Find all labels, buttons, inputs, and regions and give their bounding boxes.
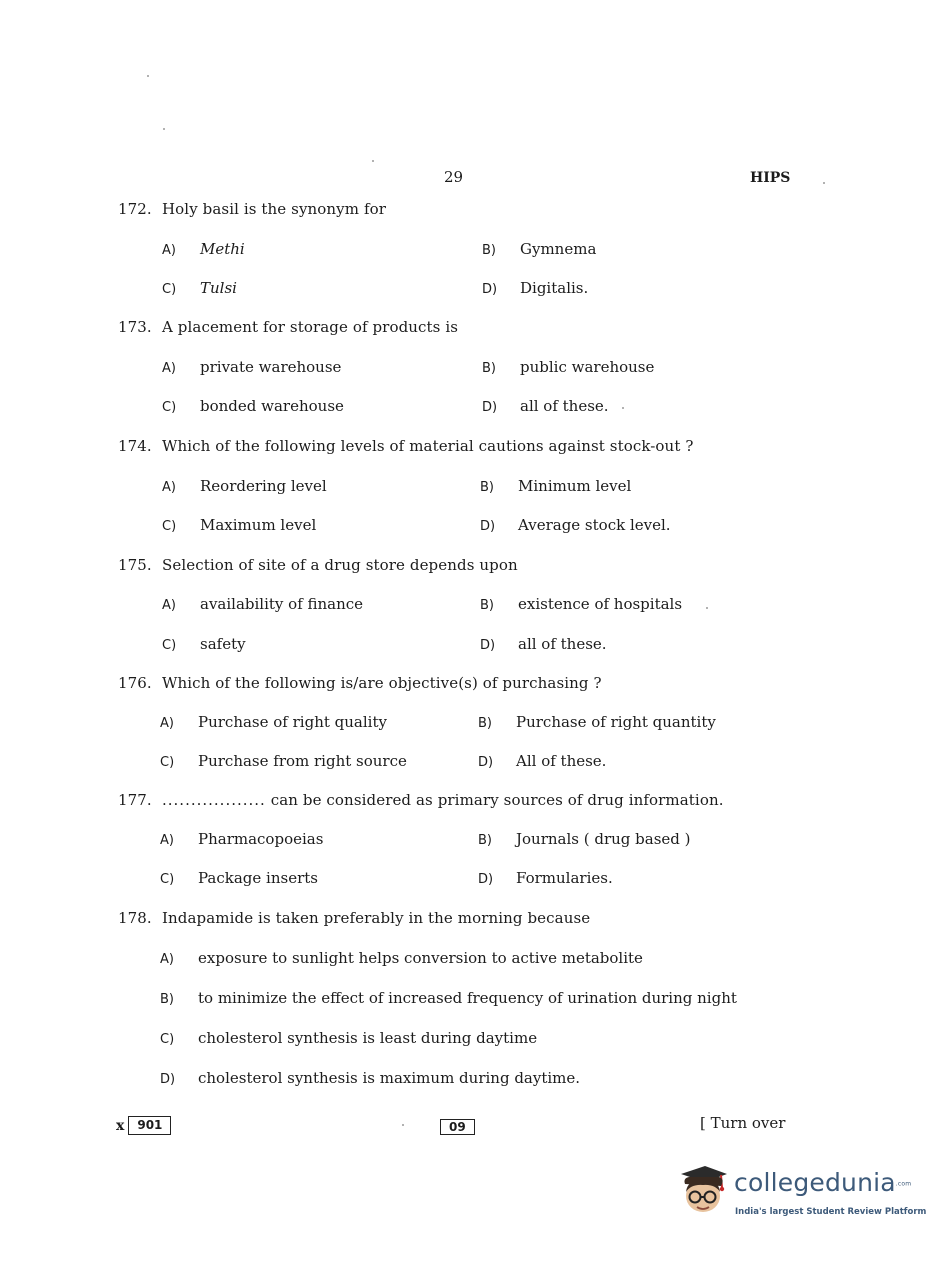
question-text: Which of the following levels of material cautions against stock-out ? (162, 437, 694, 455)
option-label: C) (160, 1032, 175, 1047)
option-text: to minimize the effect of increased frequency of urination during night (198, 989, 737, 1007)
option-b (482, 240, 596, 258)
page-number: 29 (444, 168, 464, 186)
option-label: C) (162, 282, 177, 297)
option-label: C) (162, 400, 177, 415)
brand-tagline: India's largest Student Review Platform (735, 1207, 927, 1217)
option-b (480, 595, 682, 613)
option-text: existence of hospitals (518, 595, 683, 613)
option-text: Reordering level (200, 477, 327, 495)
question-number: 176. (118, 674, 152, 692)
option-label: B) (160, 992, 174, 1007)
series-prefix: x (116, 1117, 125, 1134)
question-178 (118, 909, 590, 927)
question-173 (118, 318, 458, 336)
option-label: D) (478, 872, 494, 887)
option-text: all of these. (520, 397, 609, 415)
option-label: D) (480, 638, 496, 653)
option-label: A) (162, 361, 176, 376)
option-d (480, 516, 671, 534)
option-label: A) (160, 833, 174, 848)
option-text: Purchase of right quality (198, 713, 387, 731)
option-d (482, 279, 588, 297)
option-label: A) (160, 716, 174, 731)
option-label: C) (160, 872, 175, 887)
option-label: D) (482, 282, 498, 297)
option-label: B) (480, 480, 494, 495)
option-label: B) (482, 361, 496, 376)
option-label: C) (160, 755, 175, 770)
option-d (480, 635, 607, 653)
option-label: D) (482, 400, 498, 415)
option-c (160, 1029, 537, 1047)
option-label: B) (482, 243, 496, 258)
question-174 (118, 437, 693, 455)
option-label: A) (162, 480, 176, 495)
scan-speck (622, 407, 624, 409)
option-text: Formularies. (516, 869, 613, 887)
option-label: B) (480, 598, 494, 613)
option-label: A) (162, 243, 176, 258)
option-text: availability of finance (200, 595, 364, 613)
option-c (162, 279, 237, 297)
option-label: B) (478, 716, 492, 731)
option-text: Purchase from right source (198, 752, 407, 770)
option-text: public warehouse (520, 358, 655, 376)
option-label: A) (162, 598, 176, 613)
question-text: A placement for storage of products is (162, 318, 459, 336)
option-b (160, 989, 737, 1007)
turn-over-note: [ Turn over (700, 1114, 786, 1132)
option-text: Gymnema (520, 240, 597, 258)
option-b (480, 477, 631, 495)
option-a (162, 240, 245, 258)
option-c (162, 397, 344, 415)
option-a (160, 830, 323, 848)
option-b (478, 830, 691, 848)
option-text: Tulsi (200, 279, 237, 297)
set-code (440, 1116, 475, 1136)
option-b (482, 358, 654, 376)
question-number: 174. (118, 437, 152, 455)
question-text: can be considered as primary sources of drug information. (270, 791, 724, 809)
option-text: cholesterol synthesis is least during daytime (198, 1029, 538, 1047)
series-code (116, 1116, 171, 1135)
option-text: Maximum level (200, 516, 317, 534)
question-number: 177. (118, 791, 152, 809)
question-number: 175. (118, 556, 152, 574)
question-number: 178. (118, 909, 152, 927)
option-c (162, 516, 316, 534)
answer-blank: .................. (162, 791, 266, 809)
option-c (162, 635, 246, 653)
option-d (482, 397, 609, 415)
question-text: Selection of site of a drug store depends upon (162, 556, 518, 574)
option-text: exposure to sunlight helps conversion to active metabolite (198, 949, 643, 967)
option-text: Package inserts (198, 869, 318, 887)
option-d (478, 752, 606, 770)
option-label: B) (478, 833, 492, 848)
option-label: D) (478, 755, 494, 770)
set-code-box: 09 (440, 1119, 475, 1135)
series-code-box: 901 (128, 1116, 171, 1135)
option-label: D) (160, 1072, 176, 1087)
option-text: private warehouse (200, 358, 342, 376)
question-text: Which of the following is/are objective(s) of purchasing ? (162, 674, 602, 692)
scan-speck (402, 1124, 404, 1126)
question-text: Holy basil is the synonym for (162, 200, 386, 218)
question-177 (118, 791, 724, 809)
option-text: Methi (200, 240, 245, 258)
option-b (478, 713, 716, 731)
option-a (162, 595, 363, 613)
question-number: 172. (118, 200, 152, 218)
brand-name: collegedunia.com (734, 1168, 912, 1197)
option-d (160, 1069, 580, 1087)
option-text: Journals ( drug based ) (516, 830, 691, 848)
header-code: HIPS (750, 170, 791, 186)
option-a (160, 713, 387, 731)
question-text: Indapamide is taken preferably in the morning because (162, 909, 591, 927)
student-mascot-icon (675, 1162, 731, 1220)
option-a (162, 358, 341, 376)
option-text: Digitalis. (520, 279, 589, 297)
option-text: Minimum level (518, 477, 632, 495)
option-a (162, 477, 327, 495)
option-label: A) (160, 952, 174, 967)
option-c (160, 869, 318, 887)
collegedunia-watermark (675, 1162, 927, 1224)
option-label: C) (162, 519, 177, 534)
scan-speck (823, 182, 825, 184)
option-text: All of these. (516, 752, 607, 770)
question-number: 173. (118, 318, 152, 336)
option-a (160, 949, 643, 967)
scan-speck (163, 128, 165, 130)
question-176 (118, 674, 602, 692)
option-text: safety (200, 635, 246, 653)
option-text: bonded warehouse (200, 397, 344, 415)
option-d (478, 869, 613, 887)
option-text: Average stock level. (518, 516, 671, 534)
option-label: C) (162, 638, 177, 653)
option-text: all of these. (518, 635, 607, 653)
option-c (160, 752, 407, 770)
question-172 (118, 200, 386, 218)
option-text: cholesterol synthesis is maximum during daytime. (198, 1069, 581, 1087)
option-label: D) (480, 519, 496, 534)
question-175 (118, 556, 518, 574)
scan-speck (706, 607, 708, 609)
scan-speck (372, 160, 374, 162)
option-text: Pharmacopoeias (198, 830, 324, 848)
option-text: Purchase of right quantity (516, 713, 716, 731)
scan-speck (147, 75, 149, 77)
